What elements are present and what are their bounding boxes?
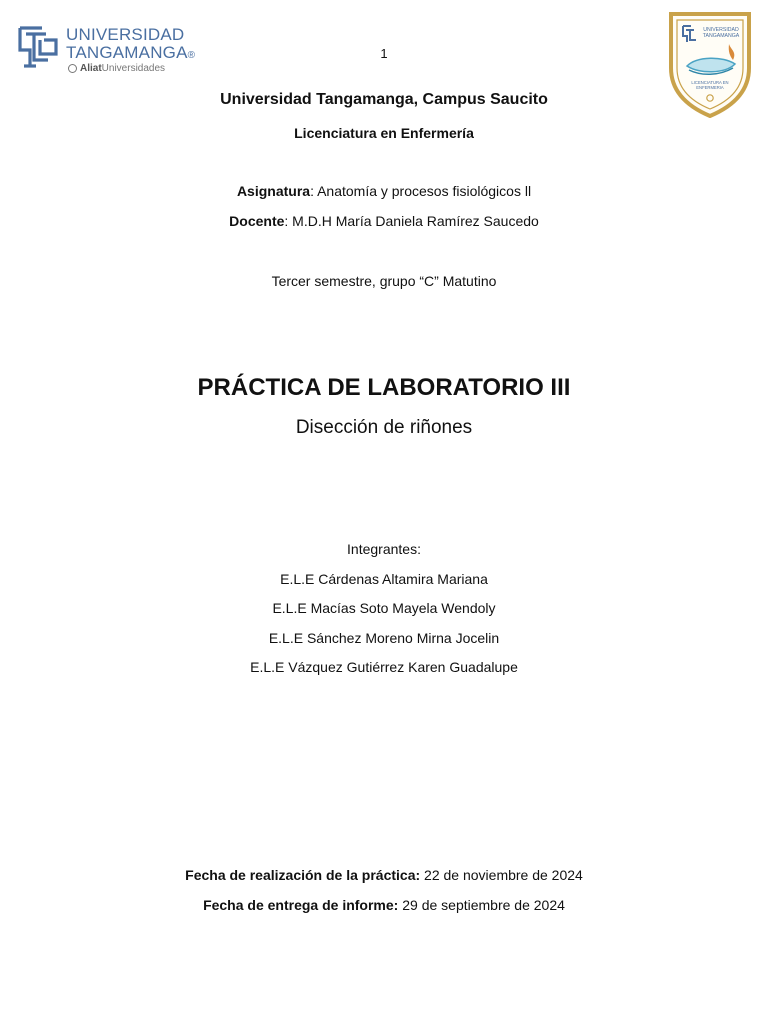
practice-date-label: Fecha de realización de la práctica:: [185, 867, 421, 883]
aliat-brand: AliatUniversidades: [68, 63, 165, 74]
subject-label: Asignatura: [236, 183, 311, 199]
member-item: E.L.E Vázquez Gutiérrez Karen Guadalupe: [250, 659, 518, 675]
document-subtitle: Disección de riñones: [295, 417, 473, 438]
members-label: Integrantes:: [347, 541, 421, 557]
seal-top-text-1: UNIVERSIDAD: [703, 27, 739, 33]
seal-top-text-2: TANGAMANGA: [702, 33, 740, 39]
teacher-value: : M.D.H María Daniela Ramírez Saucedo: [284, 213, 539, 229]
semester-group: Tercer semestre, grupo “C” Matutino: [271, 273, 497, 289]
report-date-label: Fecha de entrega de informe:: [203, 897, 399, 913]
subject-line: [0, 183, 768, 199]
report-date-line: [0, 897, 768, 913]
subject-value: : Anatomía y procesos fisiológicos ll: [310, 183, 532, 199]
seal-bottom-text-1: LICENCIATURA EN: [691, 80, 729, 85]
seal-bottom-text-2: ENFERMERIA: [696, 85, 724, 90]
university-name: Universidad Tangamanga, Campus Saucito: [220, 91, 548, 108]
logo-line-1: UNIVERSIDAD: [66, 25, 185, 44]
report-date-value: 29 de septiembre de 2024: [398, 897, 565, 913]
practice-date-value: 22 de noviembre de 2024: [420, 867, 583, 883]
member-item: E.L.E Sánchez Moreno Mirna Jocelin: [268, 630, 500, 646]
aliat-icon: [68, 64, 77, 73]
program-name: Licenciatura en Enfermería: [294, 125, 474, 141]
teacher-line: [0, 213, 768, 229]
document-title: PRÁCTICA DE LABORATORIO III: [197, 374, 571, 401]
member-item: E.L.E Macías Soto Mayela Wendoly: [272, 600, 496, 616]
practice-date-line: [0, 867, 768, 883]
logo-line-2: TANGAMANGA®: [66, 43, 196, 62]
teacher-label: Docente: [229, 213, 285, 229]
page-number: 1: [380, 46, 388, 61]
member-item: E.L.E Cárdenas Altamira Mariana: [280, 571, 488, 587]
